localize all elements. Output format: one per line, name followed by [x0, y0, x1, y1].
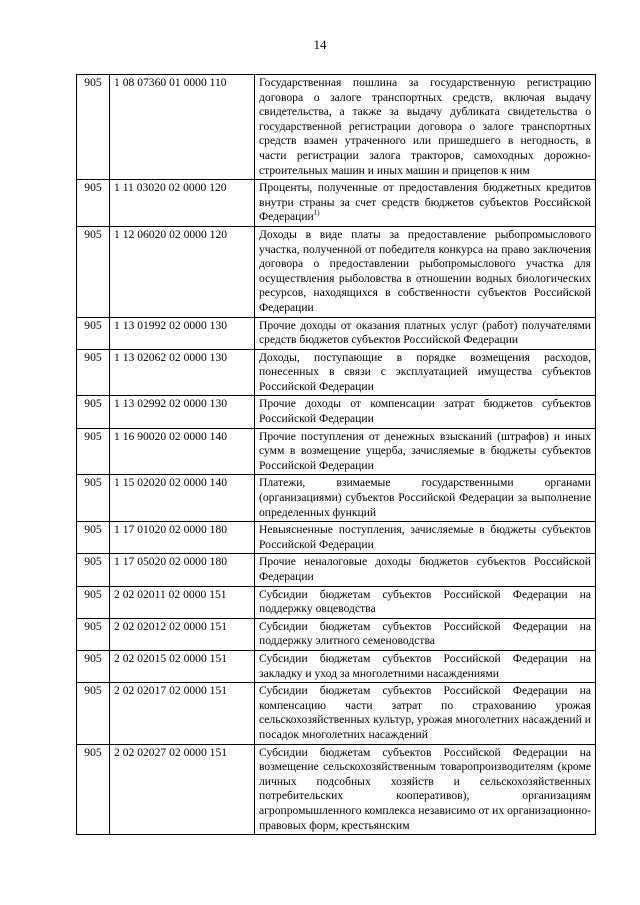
- table-row: [77, 618, 596, 650]
- revenue-name-cell: [255, 744, 596, 835]
- budget-classification-code-cell: 1 08 07360 01 0000 110: [110, 75, 255, 180]
- budget-classification-code-cell: 1 13 02992 02 0000 130: [110, 396, 255, 428]
- revenue-name-cell: [255, 683, 596, 744]
- budget-classification-code-cell: 2 02 02017 02 0000 151: [110, 683, 255, 744]
- table-body: [77, 75, 596, 835]
- table-row: [77, 475, 596, 522]
- budget-classification-code-cell: 2 02 02012 02 0000 151: [110, 618, 255, 650]
- revenue-name-cell: [255, 317, 596, 349]
- administrator-code-cell: 905: [77, 475, 110, 522]
- table-row: [77, 744, 596, 835]
- budget-classification-code-cell: 1 13 02062 02 0000 130: [110, 349, 255, 396]
- table-row: [77, 554, 596, 586]
- budget-classification-code-cell: 1 13 01992 02 0000 130: [110, 317, 255, 349]
- budget-classification-code-cell: 1 17 01020 02 0000 180: [110, 522, 255, 554]
- revenue-name-cell: [255, 226, 596, 317]
- table-row: [77, 75, 596, 180]
- table-row: [77, 428, 596, 475]
- budget-classification-code-cell: 2 02 02011 02 0000 151: [110, 586, 255, 618]
- revenue-name-cell: [255, 586, 596, 618]
- revenue-name-text: Невыясненные поступления, зачисляемые в бюджеты субъектов Российской Федерации: [259, 523, 591, 551]
- administrator-code-cell: 905: [77, 349, 110, 396]
- revenue-name-cell: [255, 396, 596, 428]
- table-row: [77, 180, 596, 227]
- administrator-code-cell: 905: [77, 522, 110, 554]
- table-row: [77, 349, 596, 396]
- administrator-code-cell: 905: [77, 683, 110, 744]
- administrator-code-cell: 905: [77, 586, 110, 618]
- revenue-name-text: Государственная пошлина за государственную регистрацию договора о залоге транспортных средств, включая выдачу свидетельства, а также за выдачу дубликата свидетельства о государственной регистрации договора о залоге транспортных средств взамен утраченного или пришедшего в негодность, в части регистрации залога тракторов, самоходных дорожно-строительных машин и иных машин и прицепов к ним: [259, 76, 591, 177]
- table-row: [77, 522, 596, 554]
- revenue-name-text: Прочие неналоговые доходы бюджетов субъектов Российской Федерации: [259, 555, 591, 583]
- revenue-codes-table: [76, 74, 596, 835]
- revenue-name-cell: [255, 475, 596, 522]
- table-row: [77, 396, 596, 428]
- administrator-code-cell: 905: [77, 180, 110, 227]
- revenue-name-text: Прочие доходы от компенсации затрат бюджетов субъектов Российской Федерации: [259, 397, 591, 426]
- administrator-code-cell: 905: [77, 650, 110, 682]
- administrator-code-cell: 905: [77, 396, 110, 428]
- page-number: 14: [313, 37, 327, 52]
- table-row: [77, 683, 596, 744]
- revenue-name-cell: [255, 554, 596, 586]
- administrator-code-cell: 905: [77, 554, 110, 586]
- revenue-name-cell: [255, 650, 596, 682]
- revenue-name-cell: [255, 180, 596, 227]
- revenue-name-text: Субсидии бюджетам субъектов Российской Федерации на возмещение сельскохозяйственным товаропроизводителям (кроме личных подсобных хозяйств и сельскохозяйственных потребительских кооперативов), организациям агропромышленного комплекса независимо от их организационно-правовых форм, крестьянским: [259, 745, 591, 832]
- budget-classification-code-cell: 2 02 02027 02 0000 151: [110, 744, 255, 835]
- footnote-marker: 1): [313, 209, 320, 218]
- revenue-name-cell: [255, 428, 596, 475]
- administrator-code-cell: 905: [77, 428, 110, 475]
- table-row: [77, 317, 596, 349]
- administrator-code-cell: 905: [77, 618, 110, 650]
- revenue-name-text: Субсидии бюджетам субъектов Российской Федерации на поддержку овцеводства: [259, 587, 591, 616]
- administrator-code-cell: 905: [77, 226, 110, 317]
- budget-classification-code-cell: 1 12 06020 02 0000 120: [110, 226, 255, 317]
- administrator-code-cell: 905: [77, 317, 110, 349]
- revenue-name-cell: [255, 349, 596, 396]
- table-row: [77, 586, 596, 618]
- revenue-name-text: Проценты, полученные от предоставления бюджетных кредитов внутри страны за счет средств бюджетов субъектов Российской Федерации: [259, 181, 591, 224]
- revenue-name-cell: [255, 522, 596, 554]
- revenue-name-text: Субсидии бюджетам субъектов Российской Федерации на закладку и уход за многолетними насаждениями: [259, 651, 591, 680]
- revenue-name-text: Доходы, поступающие в порядке возмещения расходов, понесенных в связи с эксплуатацией имущества субъектов Российской Федерации: [259, 350, 591, 393]
- budget-classification-code-cell: 2 02 02015 02 0000 151: [110, 650, 255, 682]
- budget-classification-code-cell: 1 17 05020 02 0000 180: [110, 554, 255, 586]
- revenue-name-cell: [255, 618, 596, 650]
- revenue-name-text: Субсидии бюджетам субъектов Российской Федерации на поддержку элитного семеноводства: [259, 619, 591, 648]
- revenue-name-text: Субсидии бюджетам субъектов Российской Федерации на компенсацию части затрат по страхованию урожая сельскохозяйственных культур, урожая многолетних насаждений и посадок многолетних насаждений: [259, 684, 591, 741]
- administrator-code-cell: 905: [77, 75, 110, 180]
- revenue-name-text: Платежи, взимаемые государственными органами (организациями) субъектов Российской Федерации за выполнение определенных функций: [259, 476, 591, 519]
- revenue-name-text: Доходы в виде платы за предоставление рыбопромыслового участка, полученной от победителя конкурса на право заключения договора о предоставлении рыбопромыслового участка для осуществления рыболовства в отношении водных биологических ресурсов, находящихся в собственности субъектов Российской Федерации: [259, 227, 591, 314]
- revenue-name-text: Прочие поступления от денежных взысканий (штрафов) и иных сумм в возмещение ущерба, зачисляемые в бюджеты субъектов Российской Федерации: [259, 429, 591, 472]
- budget-classification-code-cell: 1 16 90020 02 0000 140: [110, 428, 255, 475]
- budget-classification-code-cell: 1 11 03020 02 0000 120: [110, 180, 255, 227]
- administrator-code-cell: 905: [77, 744, 110, 835]
- table-row: [77, 650, 596, 682]
- table-row: [77, 226, 596, 317]
- revenue-name-text: Прочие доходы от оказания платных услуг (работ) получателями средств бюджетов субъектов Российской Федерации: [259, 318, 591, 347]
- revenue-name-cell: [255, 75, 596, 180]
- budget-classification-code-cell: 1 15 02020 02 0000 140: [110, 475, 255, 522]
